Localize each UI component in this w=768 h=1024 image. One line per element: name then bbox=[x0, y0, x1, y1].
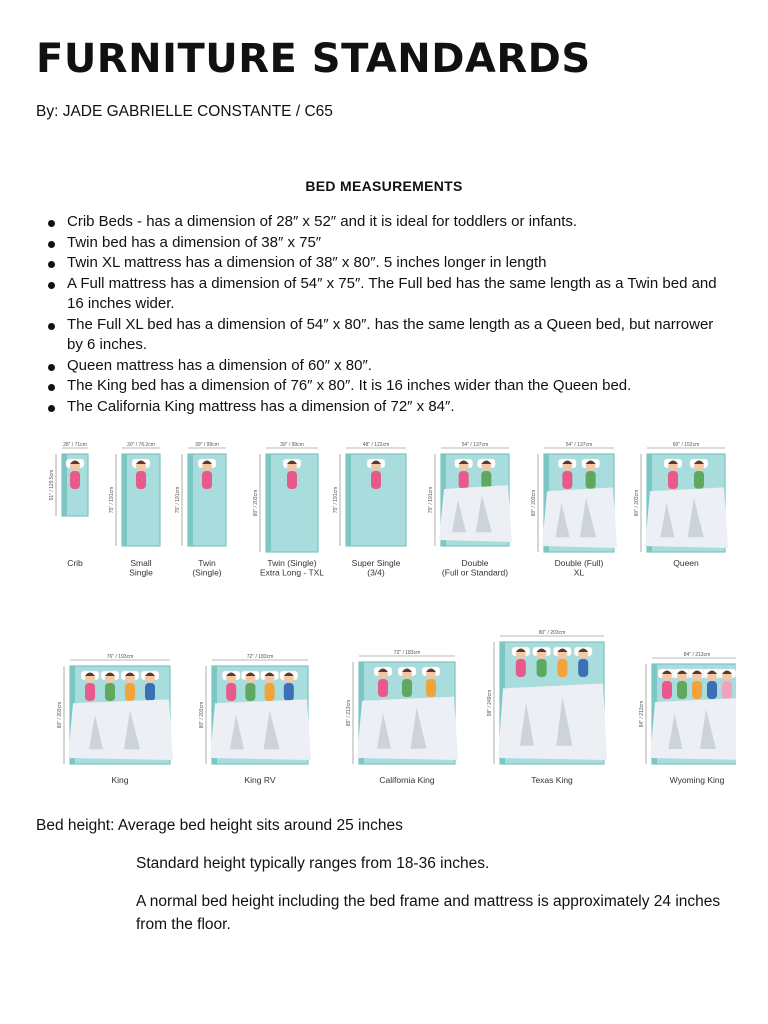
bed-height-label: 80″ / 203cm bbox=[531, 489, 537, 517]
bed-height-label: 80″ / 203cm bbox=[199, 701, 205, 729]
list-item-text: The Full XL bed has a dimension of 54″ x 80″. has the same length as a Queen bed, but narrower by 6 inches. bbox=[67, 315, 714, 353]
person-body-icon bbox=[85, 683, 95, 701]
list-item-text: Queen mattress has a dimension of 60″ x 80″. bbox=[67, 356, 372, 374]
bed-illustration bbox=[182, 448, 226, 546]
person-body-icon bbox=[586, 471, 596, 489]
person-body-icon bbox=[578, 659, 588, 677]
list-item bbox=[36, 356, 726, 377]
list-item-text: Twin XL mattress has a dimension of 38″ x 80″. 5 inches longer in length bbox=[67, 254, 547, 271]
bed-illustration bbox=[353, 656, 458, 764]
list-item-text: Twin bed has a dimension of 38″ x 75″ bbox=[67, 233, 322, 251]
list-item bbox=[36, 233, 726, 254]
list-item bbox=[36, 212, 726, 233]
bed-width-label: 54″ / 137cm bbox=[565, 442, 593, 448]
bed-size-label: California King bbox=[379, 775, 435, 785]
person-body-icon bbox=[722, 681, 732, 699]
person-body-icon bbox=[70, 471, 80, 489]
bullet-icon bbox=[48, 323, 55, 330]
bed-illustration bbox=[435, 448, 512, 546]
bed-illustration bbox=[56, 448, 88, 516]
blanket-shape bbox=[650, 698, 736, 760]
bed-height-line: Bed height: Average bed height sits around 25 inches bbox=[36, 817, 403, 834]
bullet-icon bbox=[48, 405, 55, 412]
bed-illustration bbox=[641, 448, 728, 552]
bed-width-label: 54″ / 137cm bbox=[461, 442, 489, 448]
bed-illustration bbox=[494, 636, 607, 764]
bed-width-label: 84″ / 213cm bbox=[683, 652, 711, 658]
person-body-icon bbox=[136, 471, 146, 489]
bed-illustration bbox=[538, 448, 617, 552]
bed-height-label: 75″ / 191cm bbox=[175, 486, 181, 514]
bed-size-label: Super Single bbox=[351, 558, 401, 568]
bed-size-label: Double (Full) bbox=[554, 558, 604, 568]
bed-size-label: King RV bbox=[244, 775, 276, 785]
bed-sizes-illustration bbox=[44, 440, 736, 800]
bed-size-label: XL bbox=[573, 567, 585, 578]
person-body-icon bbox=[202, 471, 212, 489]
person-body-icon bbox=[226, 683, 236, 701]
person-body-icon bbox=[516, 659, 526, 677]
person-body-icon bbox=[692, 681, 702, 699]
person-body-icon bbox=[557, 659, 567, 677]
bed-height-label: 75″ / 191cm bbox=[109, 486, 115, 514]
author-line: By: JADE GABRIELLE CONSTANTE / C65 bbox=[36, 103, 333, 120]
bed-size-label: Texas King bbox=[531, 775, 573, 785]
list-item-text: A Full mattress has a dimension of 54″ x 75″. The Full bed has the same length as a Twin bed and 16 inches wider. bbox=[67, 274, 717, 312]
list-item-text: The King bed has a dimension of 76″ x 80″. It is 16 inches wider than the Queen bed. bbox=[67, 377, 632, 394]
person-body-icon bbox=[562, 471, 572, 489]
bed-width-label: 28″ / 71cm bbox=[63, 442, 87, 448]
bed-width-label: 80″ / 203cm bbox=[538, 630, 566, 636]
person-body-icon bbox=[668, 471, 678, 489]
bed-size-label: Twin bbox=[198, 558, 216, 568]
page-title: FURNITURE STANDARDS bbox=[36, 36, 591, 82]
blanket-shape bbox=[68, 699, 173, 760]
person-body-icon bbox=[378, 679, 388, 697]
bed-size-label: Queen bbox=[673, 558, 699, 568]
bullet-icon bbox=[48, 261, 55, 268]
list-item bbox=[36, 315, 726, 356]
person-body-icon bbox=[125, 683, 135, 701]
person-body-icon bbox=[105, 683, 115, 701]
person-body-icon bbox=[662, 681, 672, 699]
person-body-icon bbox=[145, 683, 155, 701]
bullet-icon bbox=[48, 384, 55, 391]
bed-width-label: 76″ / 193cm bbox=[106, 654, 134, 660]
blanket-shape bbox=[439, 485, 512, 542]
bed-width-label: 60″ / 152cm bbox=[672, 442, 700, 448]
person-body-icon bbox=[481, 471, 491, 489]
bed-size-label: Extra Long - TXL bbox=[259, 567, 325, 578]
bullet-icon bbox=[48, 220, 55, 227]
list-item-text: The California King mattress has a dimension of 72″ x 84″. bbox=[67, 397, 455, 415]
person-body-icon bbox=[459, 471, 469, 489]
bed-size-label: Twin (Single) bbox=[267, 558, 317, 568]
person-body-icon bbox=[287, 471, 297, 489]
list-item-text: Crib Beds - has a dimension of 28″ x 52″ and it is ideal for toddlers or infants. bbox=[67, 213, 578, 230]
person-body-icon bbox=[707, 681, 717, 699]
section-heading: BED MEASUREMENTS bbox=[305, 178, 463, 194]
bed-size-label: (Full or Standard) bbox=[441, 567, 509, 578]
normal-height-text: A normal bed height including the bed frame and mattress is approximately 24 inches from the floor. bbox=[136, 893, 721, 933]
bed-height-label: 98″ / 249cm bbox=[487, 689, 493, 717]
bed-size-label: Small bbox=[130, 558, 152, 568]
bed-size-label: Double bbox=[461, 558, 489, 568]
blanket-shape bbox=[210, 699, 311, 760]
blanket-shape bbox=[542, 487, 617, 548]
bed-height-label: 75″ / 191cm bbox=[428, 486, 434, 514]
blanket-shape bbox=[645, 487, 728, 548]
mattress-edge-shape bbox=[346, 454, 351, 546]
bed-size-label: King bbox=[111, 775, 129, 785]
bullet-icon bbox=[48, 241, 55, 248]
bed-illustration bbox=[116, 448, 160, 546]
bed-height-label: 84″ / 213cm bbox=[639, 700, 645, 728]
bed-width-label: 48″ / 122cm bbox=[362, 442, 390, 448]
bed-measurements-list bbox=[36, 212, 726, 417]
bed-size-label: Wyoming King bbox=[669, 775, 725, 785]
standard-height-text: Standard height typically ranges from 18-36 inches. bbox=[136, 855, 490, 872]
bed-size-label: Crib bbox=[67, 558, 83, 568]
bullet-icon bbox=[48, 282, 55, 289]
bed-size-label: Single bbox=[129, 567, 153, 578]
person-body-icon bbox=[265, 683, 275, 701]
mattress-edge-shape bbox=[266, 454, 271, 552]
bed-height-label: 75″ / 191cm bbox=[333, 486, 339, 514]
person-body-icon bbox=[537, 659, 547, 677]
person-body-icon bbox=[371, 471, 381, 489]
blanket-shape bbox=[357, 697, 458, 760]
bed-width-label: 72″ / 183cm bbox=[393, 650, 421, 656]
person-body-icon bbox=[426, 679, 436, 697]
bed-height-label: 80″ / 203cm bbox=[253, 489, 259, 517]
bed-height-label: 80″ / 203cm bbox=[634, 489, 640, 517]
bed-illustration bbox=[64, 660, 173, 764]
bed-height-label: 80″ / 203cm bbox=[57, 701, 63, 729]
bed-illustration bbox=[206, 660, 311, 764]
mattress-edge-shape bbox=[122, 454, 127, 546]
bed-width-label: 30″ / 76.2cm bbox=[127, 442, 155, 448]
bed-illustration bbox=[646, 658, 736, 764]
person-body-icon bbox=[284, 683, 294, 701]
person-body-icon bbox=[677, 681, 687, 699]
bed-width-label: 72″ / 183cm bbox=[246, 654, 274, 660]
person-body-icon bbox=[245, 683, 255, 701]
bullet-icon bbox=[48, 364, 55, 371]
bed-width-label: 39″ / 99cm bbox=[280, 442, 304, 448]
person-body-icon bbox=[694, 471, 704, 489]
person-body-icon bbox=[402, 679, 412, 697]
bed-sizes-svg bbox=[44, 440, 736, 800]
bed-height-label: 85″ / 213cm bbox=[346, 699, 352, 727]
blanket-shape bbox=[498, 683, 607, 760]
mattress-edge-shape bbox=[188, 454, 193, 546]
bed-height-label: 51″ / 129.5cm bbox=[49, 469, 55, 501]
list-item bbox=[36, 397, 726, 418]
bed-size-label: (3/4) bbox=[367, 567, 385, 578]
bed-width-label: 39″ / 99cm bbox=[195, 442, 219, 448]
list-item bbox=[36, 376, 726, 397]
bed-illustration bbox=[340, 448, 406, 546]
list-item bbox=[36, 253, 726, 274]
bed-illustration bbox=[260, 448, 318, 552]
list-item bbox=[36, 274, 726, 315]
bed-size-label: (Single) bbox=[192, 567, 222, 578]
